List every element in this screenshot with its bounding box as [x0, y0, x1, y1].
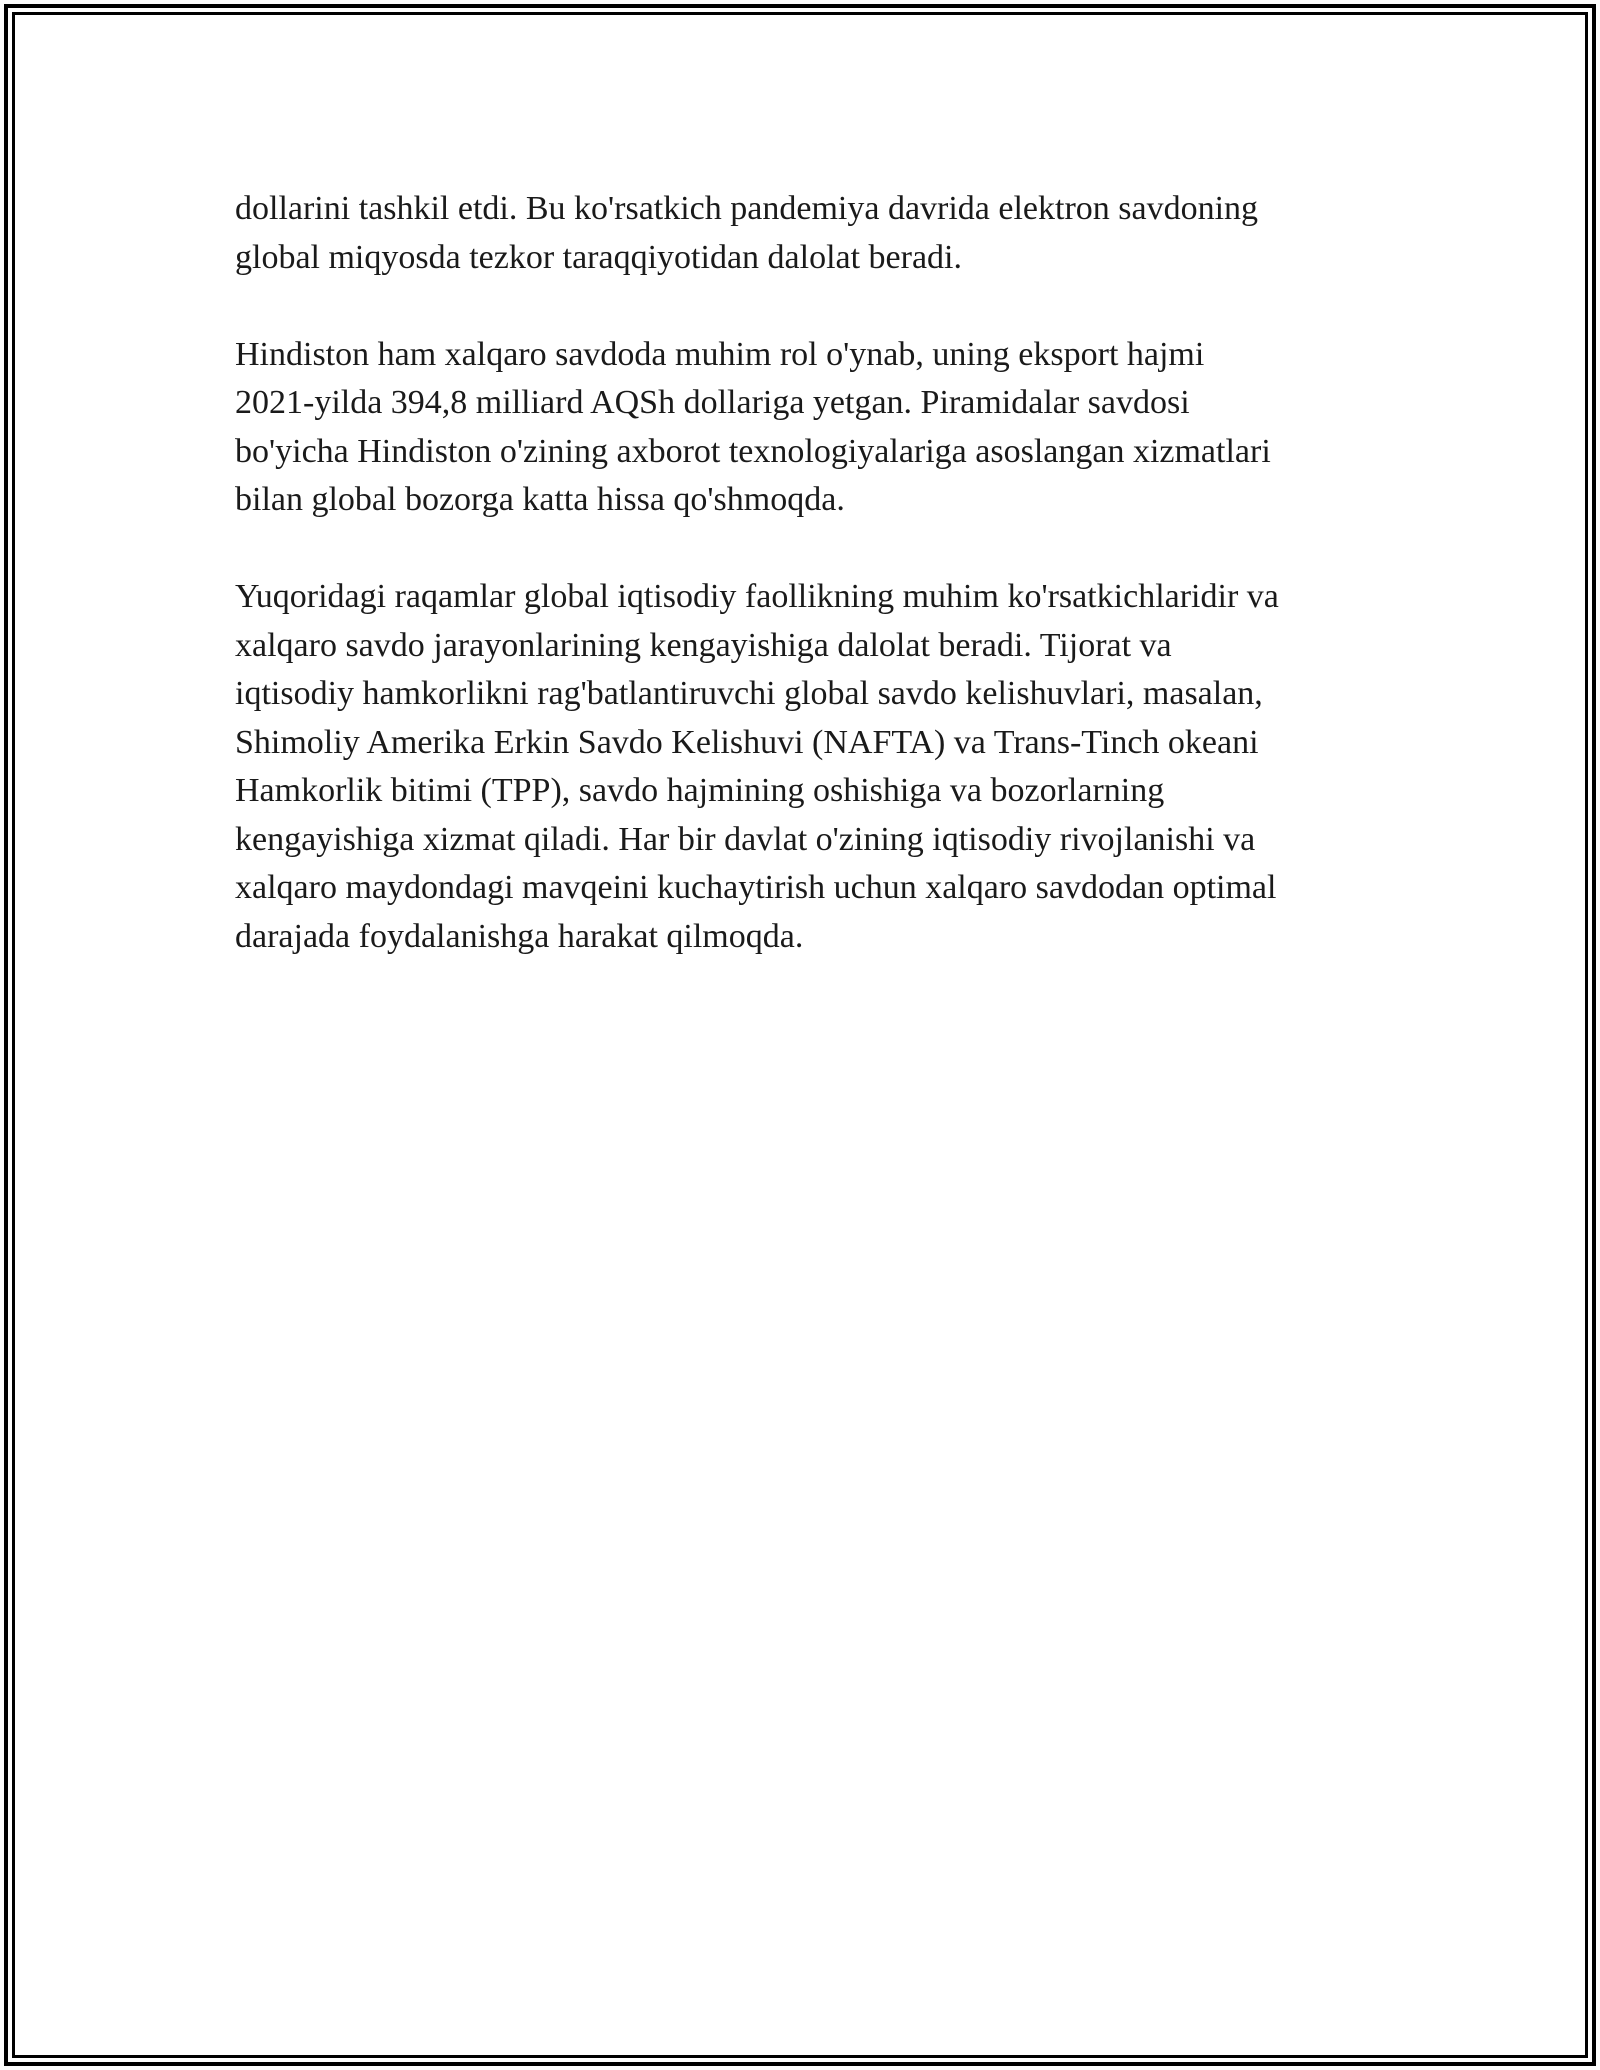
paragraph-trade-agreements: Yuqoridagi raqamlar global iqtisodiy faollikning muhim ko'rsatkichlaridir va xalqaro savdo jarayonlarining kengayishiga dalolat beradi. Tijorat va iqtisodiy hamkorlikni rag'batlantiruvchi global savdo kelishuvlari, masalan, Shimoliy Amerika Erkin Savdo Kelishuvi (NAFTA) va Trans-Tinch okeani Hamkorlik bitimi (TPP), savdo hajmining oshishiga va bozorlarning kengayishiga xizmat qiladi. Har bir davlat o'zining iqtisodiy rivojlanishi va xalqaro maydondagi mavqeini kuchaytirish uchun xalqaro savdodan optimal darajada foydalanishga harakat qilmoqda. [235, 578, 1279, 955]
document-body [235, 185, 1385, 1010]
paragraph-india-exports: Hindiston ham xalqaro savdoda muhim rol o'ynab, uning eksport hajmi 2021-yilda 394,8 milliard AQSh dollariga yetgan. Piramidalar savdosi bo'yicha Hindiston o'zining axborot texnologiyalariga asoslangan xizmatlari bilan global bozorga katta hissa qo'shmoqda. [235, 335, 1271, 518]
paragraph-ecommerce-growth: dollarini tashkil etdi. Bu ko'rsatkich pandemiya davrida elektron savdoning global miqyosda tezkor taraqqiyotidan dalolat beradi. [235, 190, 1259, 276]
